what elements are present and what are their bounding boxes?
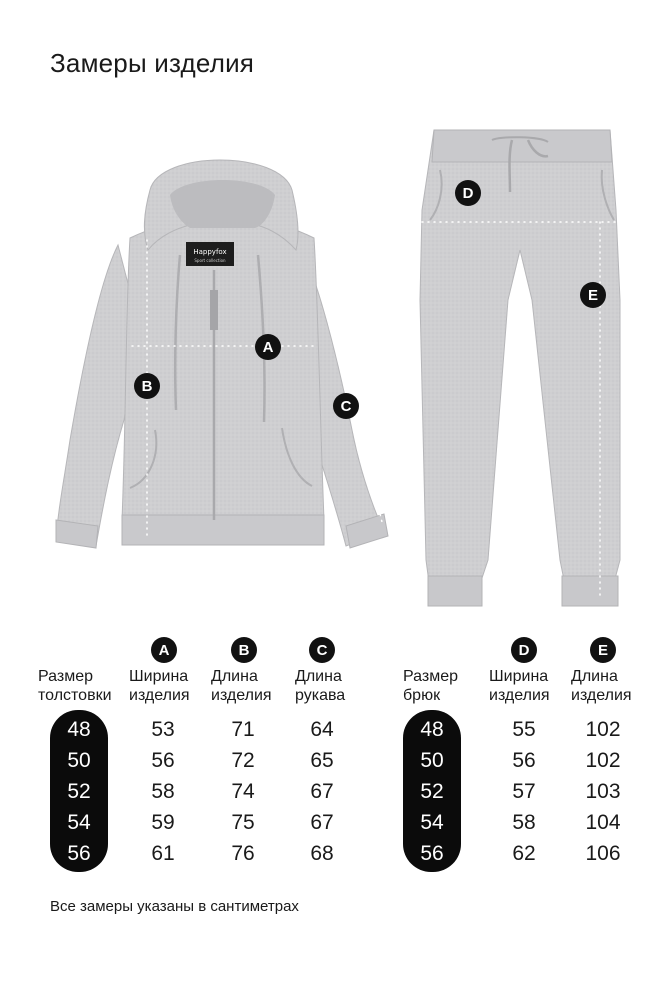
hoodie-size-56: 56 — [67, 842, 91, 865]
table-cell: 55 — [512, 718, 536, 741]
marker-a-on-hoodie: A — [255, 334, 281, 360]
table-cell: 104 — [585, 811, 621, 834]
table-cell: 68 — [310, 842, 334, 865]
table-cell: 62 — [512, 842, 536, 865]
pants-size-header: Размер брюк — [403, 668, 458, 704]
table-cell: 58 — [151, 780, 175, 803]
hoodie — [56, 160, 388, 548]
table-cell: 58 — [512, 811, 536, 834]
table-cell: 65 — [310, 749, 334, 772]
table-cell: 61 — [151, 842, 175, 865]
table-cell: 56 — [151, 749, 175, 772]
brand-logo: Happyfox — [193, 248, 227, 256]
column-marker-d: D — [511, 637, 537, 663]
table-cell: 106 — [585, 842, 621, 865]
table-cell: 75 — [231, 811, 255, 834]
table-cell: 53 — [151, 718, 175, 741]
brand-subtitle: Sport collection — [194, 258, 226, 263]
table-cell: 76 — [231, 842, 255, 865]
table-cell: 67 — [310, 780, 334, 803]
table-cell: 59 — [151, 811, 175, 834]
column-marker-b: B — [231, 637, 257, 663]
column-header-pants-length: Длина изделия — [571, 668, 632, 704]
pants-size-50: 50 — [420, 749, 444, 772]
hoodie-size-header: Размер толстовки — [38, 668, 112, 704]
marker-c-on-hoodie: C — [333, 393, 359, 419]
table-cell: 71 — [231, 718, 255, 741]
table-cell: 56 — [512, 749, 536, 772]
pants-size-56: 56 — [420, 842, 444, 865]
column-header-pants-width: Ширина изделия — [489, 668, 550, 704]
pants-size-48: 48 — [420, 718, 444, 741]
table-cell: 67 — [310, 811, 334, 834]
table-cell: 102 — [585, 718, 621, 741]
table-cell: 74 — [231, 780, 255, 803]
table-cell: 72 — [231, 749, 255, 772]
hoodie-size-54: 54 — [67, 811, 91, 834]
table-cell: 103 — [585, 780, 621, 803]
column-header-sleeve: Длина рукава — [295, 668, 346, 704]
table-cell: 64 — [310, 718, 334, 741]
units-footnote: Все замеры указаны в сантиметрах — [50, 898, 299, 915]
table-cell: 57 — [512, 780, 536, 803]
column-marker-c: C — [309, 637, 335, 663]
table-cell: 102 — [585, 749, 621, 772]
column-marker-e: E — [590, 637, 616, 663]
hoodie-size-50: 50 — [67, 749, 91, 772]
marker-e-on-pants: E — [580, 282, 606, 308]
column-header-length: Длина изделия — [211, 668, 272, 704]
marker-d-on-pants: D — [455, 180, 481, 206]
hoodie-size-52: 52 — [67, 780, 91, 803]
column-header-width: Ширина изделия — [129, 668, 190, 704]
marker-b-on-hoodie: B — [134, 373, 160, 399]
hoodie-size-48: 48 — [67, 718, 91, 741]
pants — [420, 130, 620, 606]
pants-size-52: 52 — [420, 780, 444, 803]
column-marker-a: A — [151, 637, 177, 663]
pants-size-54: 54 — [420, 811, 444, 834]
page-title: Замеры изделия — [50, 48, 255, 78]
